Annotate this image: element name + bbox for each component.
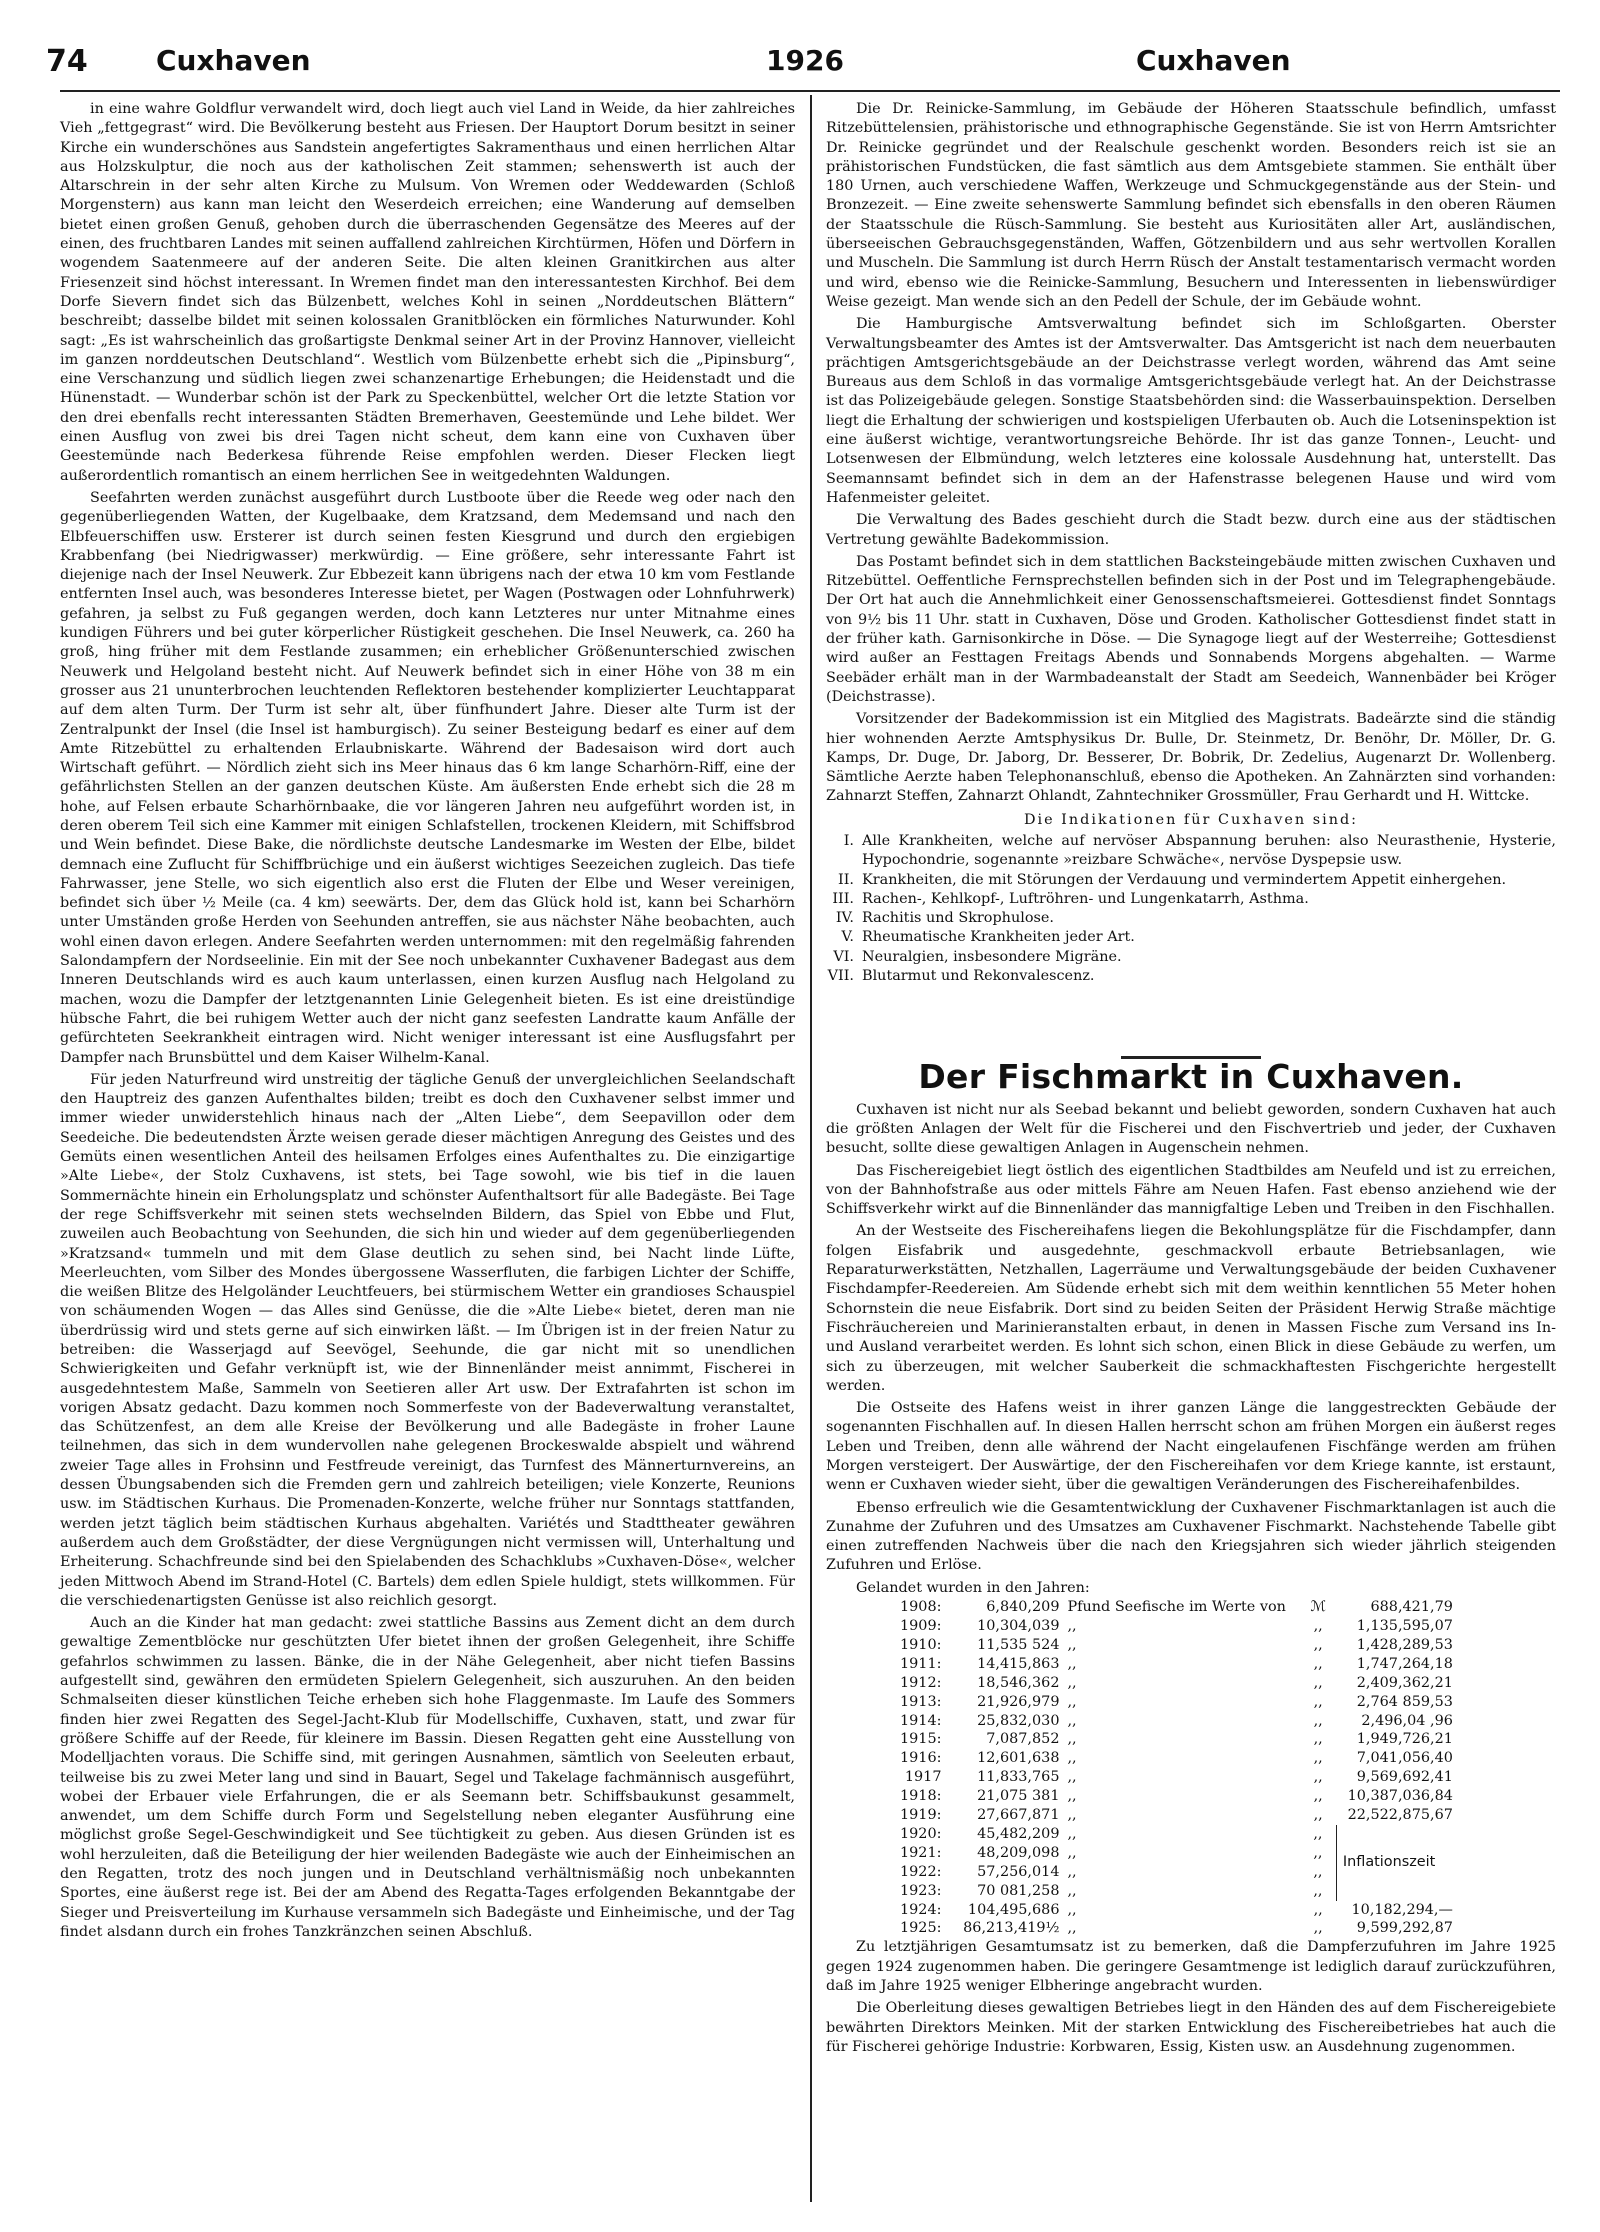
- quantity-cell: 104,495,686: [967, 1901, 1060, 1918]
- unit-cell: ,,: [1067, 1825, 1077, 1842]
- right-column: [826, 100, 1556, 2057]
- unit-cell: ,,: [1067, 1863, 1077, 1880]
- value-cell: 688,421,79: [1370, 1599, 1453, 1616]
- quantity-cell: 18,546,362: [977, 1674, 1060, 1691]
- value-cell: 9,599,292,87: [1356, 1920, 1453, 1937]
- year-cell: 1915:: [900, 1731, 942, 1748]
- year-cell: 1918:: [900, 1788, 942, 1805]
- currency-cell: ,,: [1313, 1844, 1323, 1861]
- column-divider: [810, 95, 812, 2202]
- quantity-cell: 45,482,209: [977, 1825, 1060, 1842]
- list-item: [826, 832, 1556, 871]
- quantity-cell: 12,601,638: [977, 1750, 1060, 1767]
- unit-cell: Pfund Seefische im Werte von: [1067, 1599, 1286, 1616]
- quantity-cell: 27,667,871: [977, 1807, 1060, 1824]
- unit-cell: ,,: [1067, 1901, 1077, 1918]
- table-row: [896, 1768, 1457, 1787]
- quantity-cell: 70 081,258: [977, 1882, 1060, 1899]
- value-cell: 2,409,362,21: [1356, 1674, 1453, 1691]
- item-text: Rachitis und Skrophulose.: [862, 910, 1054, 927]
- paragraph: Auch an die Kinder hat man gedacht: zwei stattliche Bassins aus Zement dicht an dem durch gewaltige Zementblöcke nur geschützten Ufer bietet ihnen der großen Gelegenheit, ihre Schiffe gefahrlos schwimmen zu lassen. Bänke, die in der Nähe Gelegenheit, aber nicht tiefen Bassins aufgestellt sind, gewähren den ermüdeten Spielern Gelegenheit, sich auszuruhen. An den beiden Schmalseiten dieser künstlichen Teiche erheben sich hohe Flaggenmaste. Im Laufe des Sommers finden hier zwei Regatten des Segel-Jacht-Klub für Modellschiffe, Cuxhaven, statt, und zwar für größere Schiffe auf der Reede, für kleinere im Bassin. Diesen Regatten geht eine Ausstellung von Modelljachten voraus. Die Schiffe sind, mit geringen Ausnahmen, sämtlich von Seeleuten erbaut, teilweise bis zu zwei Meter lang und sind in Bauart, Segel und Takelage fachmännisch ausgeführt, wobei der Erbauer viele Erfahrungen, die er als Seemann betr. Schiffsbaukunst gesammelt, anwendet, um dem Schiffe durch Form und Segelstellung neben eleganter Ausführung eine möglichst große Segel-Geschwindigkeit und See tüchtigkeit zu geben. Aus diesen Gründen ist es wohl herzuleiten, daß die Beteiligung der hier weilenden Badegäste wie auch der Einheimischen an den Regatten, trotz des noch jungen und in Deutschland verhältnismäßig noch unbekannten Sportes, eine äußerst rege ist. Bei der am Abend des Regatta-Tages erfolgenden Bekanntgabe der Sieger und Preisverteilung im Kurhause versammeln sich Badegäste und Einheimische, und der Tag findet alsdann durch ein frohes Tanzkränzchen seinen Abschluß.: [60, 1615, 795, 1940]
- paragraph: Die Dr. Reinicke-Sammlung, im Gebäude der Höheren Staatsschule befindlich, umfasst Ritzebüttelensien, prähistorische und ethnographische Gegenstände. Sie ist von Herrn Amtsrichter Dr. Reinicke gegründet und der Realschule geschenkt worden. Besonders reich ist sie an prähistorischen Fundstücken, die fast sämtlich aus dem Amtsgebiete stammen. Sie enthält über 180 Urnen, auch verschiedene Waffen, Werkzeuge und Schmuckgegenstände aus der Stein- und Bronzezeit. — Eine zweite sehenswerte Sammlung befindet sich ebensfalls in den oberen Räumen der Staatsschule die Rüsch-Sammlung. Sie besteht aus Kuriositäten aller Art, ausländischen, überseeischen Gebrauchsgegenständen, Waffen, Götzenbildern und aus sehr wertvollen Korallen und Muscheln. Die Sammlung ist durch Herrn Rüsch der Anstalt testamentarisch vermacht worden und wird, ebenso wie die Reinicke-Sammlung, Besuchern und Interessenten in liebenswürdiger Weise gezeigt. Man wende sich an den Pedell der Schule, der im Gebäude wohnt.: [826, 101, 1556, 310]
- indications-title: Die Indikationen für Cuxhaven sind:: [1023, 811, 1359, 828]
- unit-cell: ,,: [1067, 1844, 1077, 1861]
- item-number: VI.: [833, 948, 854, 965]
- unit-cell: ,,: [1067, 1636, 1077, 1653]
- paragraph: An der Westseite des Fischereihafens liegen die Bekohlungsplätze für die Fischdampfer, dann folgen Eisfabrik und ausgedehnte, geschmackvoll erbaute Betriebsanlagen, wie Reparaturwerkstätten, Netzhallen, Lagerräume und Verwaltungsgebäude der beiden Cuxhavener Fischdampfer-Reedereien. Am Südende erhebt sich mit dem weithin kenntlichen 55 Meter hohen Schornstein die neue Eisfabrik. Dort sind zu beiden Seiten der Präsident Herwig Straße mächtige Fischräuchereien und Marinieranstalten erbaut, in denen in Massen Fische zum Versand ins In- und Ausland verarbeitet werden. Es lohnt sich schon, einen Blick in diese Gebäude zu werfen, um sich zu überzeugen, mit welcher Sauberkeit die schmackhaftesten Fischgerichte hergestellt werden.: [826, 1223, 1556, 1394]
- landings-table: [896, 1598, 1457, 1938]
- year-cell: 1911:: [900, 1655, 942, 1672]
- paragraph: Zu letztjährigen Gesamtumsatz ist zu bemerken, daß die Dampferzufuhren im Jahre 1925 gegen 1924 zugenommen haben. Die geringere Gesamtmenge ist lediglich darauf zurückzuführen, daß im Jahre 1925 weniger Elbheringe angebracht wurden.: [826, 1939, 1556, 1994]
- currency-cell: ,,: [1313, 1731, 1323, 1748]
- currency-cell: ℳ: [1310, 1599, 1326, 1616]
- item-number: VII.: [827, 968, 854, 985]
- paragraph: Das Postamt befindet sich in dem stattlichen Backsteingebäude mitten zwischen Cuxhaven und Ritzebüttel. Oeffentliche Fernsprechstellen befinden sich in der Post und im Telegraphengebäude. Der Ort hat auch die Annehmlichkeit einer Genossenschaftsmeierei. Gottesdienst findet Sonntags von 9½ bis 11 Uhr. statt in Cuxhaven, Döse und Groden. Katholischer Gottesdienst findet statt in der früher kath. Garnisonkirche in Döse. — Die Synagoge liegt auf der Westerreihe; Gottesdienst wird außer an Festtagen Freitags Abends und Sonnabends Morgens abgehalten. — Warme Seebäder erhält man in der Warmbadeanstalt der Stadt am Seedeich, Wannenbäder bei Kröger (Deichstrasse).: [826, 553, 1556, 705]
- year-cell: 1913:: [900, 1693, 942, 1710]
- item-text: Rachen-, Kehlkopf-, Luftröhren- und Lungenkatarrh, Asthma.: [862, 890, 1309, 907]
- item-text: Krankheiten, die mit Störungen der Verdauung und vermindertem Appetit einhergehen.: [862, 871, 1507, 888]
- unit-cell: ,,: [1067, 1655, 1077, 1672]
- value-cell: 9,569,692,41: [1356, 1769, 1453, 1786]
- currency-cell: ,,: [1313, 1769, 1323, 1786]
- value-cell: 22,522,875,67: [1347, 1807, 1453, 1824]
- quantity-cell: 7,087,852: [986, 1731, 1060, 1748]
- unit-cell: ,,: [1067, 1769, 1077, 1786]
- value-cell: 10,387,036,84: [1347, 1788, 1453, 1805]
- table-row: [896, 1655, 1457, 1674]
- quantity-cell: 6,840,209: [986, 1599, 1060, 1616]
- currency-cell: ,,: [1313, 1863, 1323, 1880]
- paragraph: in eine wahre Goldflur verwandelt wird, doch liegt auch viel Land in Weide, da hier zahlreiches Vieh „fettgegrast“ wird. Die Bevölkerung besteht aus Friesen. Der Hauptort Dorum besitzt in seiner Kirche ein wunderschönes aus Sandstein angefertigtes Sakramenthaus und einen herrlichen Altar aus Holzskulptur, die noch aus der katholischen Zeit stammen; sehenswerth ist auch der Altarschrein in der sehr alten Kirche zu Mulsum. Von Wremen oder Weddewarden (Schloß Morgenstern) aus kann man leicht den Weserdeich erreichen; eine Wanderung auf demselben bietet einen großen Genuß, gehoben durch die überraschenden Gegensätze des Meeres auf der einen, des fruchtbaren Landes mit seinen auffallend zahlreichen Kirchtürmen, Höfen und Dörfern in wogendem Saatenmeere auf der anderen Seite. Die alten kleinen Granitkirchen aus alter Friesenzeit sind höchst interessant. In Wremen findet man den interessantesten Kirchhof. Bei dem Dorfe Sievern findet sich das Bülzenbett, welches Kohl in seinen „Norddeutschen Blättern“ beschreibt; dasselbe bildet mit seinen kolossalen Granitblöcken ein förmliches Naturwunder. Kohl sagt: „Es ist wahrscheinlich das großartigste Denkmal seiner Art in der Provinz Hannover, vielleicht im ganzen norddeutschen Deutschland“. Westlich vom Bülzenbette erhebt sich die „Pipinsburg“, eine Verschanzung und südlich liegen zwei schanzenartige Erhebungen; die Heidenstadt und die Hünenstadt. — Wunderbar schön ist der Park zu Speckenbüttel, welcher Ort die letzte Station vor den drei ebenfalls recht interessanten Städten Bremerhaven, Geestemünde und Lehe bildet. Wer einen Ausflug von zwei bis drei Tagen nicht scheut, dem kann eine von Cuxhaven über Geestemünde nach Bederkesa führende Reise empfohlen werden. Dieser Flecken liegt außerordentlich romantisch an einem herrlichen See in weitgedehnten Waldungen.: [60, 101, 795, 484]
- table-intro: Gelandet wurden in den Jahren:: [856, 1579, 1090, 1596]
- item-text: Neuralgien, insbesondere Migräne.: [862, 948, 1122, 965]
- item-text: Blutarmut und Rekonvalescenz.: [862, 968, 1095, 985]
- table-row: [896, 1901, 1457, 1920]
- table-row: [896, 1674, 1457, 1693]
- header-rule: [60, 90, 1560, 92]
- header-left-title: Cuxhaven: [156, 44, 311, 77]
- quantity-cell: 11,535 524: [977, 1636, 1060, 1653]
- value-cell: 1,428,289,53: [1356, 1636, 1453, 1653]
- item-number: V.: [841, 929, 854, 946]
- currency-cell: ,,: [1313, 1750, 1323, 1767]
- currency-cell: ,,: [1313, 1655, 1323, 1672]
- quantity-cell: 21,926,979: [977, 1693, 1060, 1710]
- item-number: I.: [843, 832, 854, 849]
- unit-cell: ,,: [1067, 1693, 1077, 1710]
- currency-cell: ,,: [1313, 1674, 1323, 1691]
- value-cell: 1,747,264,18: [1356, 1655, 1453, 1672]
- value-cell: 10,182,294,—: [1351, 1901, 1453, 1918]
- currency-cell: ,,: [1313, 1901, 1323, 1918]
- currency-cell: ,,: [1313, 1825, 1323, 1842]
- year-cell: 1917: [904, 1769, 942, 1786]
- paragraph: Cuxhaven ist nicht nur als Seebad bekannt und beliebt geworden, sondern Cuxhaven hat auch die größten Anlagen der Welt für die Fischerei und den Fischvertrieb und jeder, der Cuxhaven besucht, sollte diese gewaltigen Anlagen in Augenschein nehmen.: [826, 1101, 1556, 1157]
- value-cell: 2,496,04 ,96: [1361, 1712, 1453, 1729]
- year-cell: 1921:: [900, 1844, 942, 1861]
- list-item: [826, 928, 1556, 947]
- paragraph: Die Verwaltung des Bades geschieht durch die Stadt bezw. durch eine aus der städtischen Vertretung gewählte Badekommission.: [826, 512, 1556, 548]
- unit-cell: ,,: [1067, 1788, 1077, 1805]
- paragraph: Seefahrten werden zunächst ausgeführt durch Lustboote über die Reede weg oder nach den gegenüberliegenden Watten, der Kugelbaake, dem Kratzsand, dem Medemsand und nach den Elbfeuerschiffen usw. Ersterer ist durch seinen festen Kiesgrund und durch den ergiebigen Krabbenfang (bei Niedrigwasser) merkwürdig. — Eine größere, sehr interessante Fahrt ist diejenige nach der Insel Neuwerk. Zur Ebbezeit kann übrigens nach der etwa 10 km vom Festlande entfernten Insel auch, was besonderes Interesse bietet, per Wagen (Postwagen oder Lohnfuhrwerk) gefahren, ja selbst zu Fuß gegangen werden, doch kann Letzteres nur unter Mitnahme eines kundigen Führers und bei guter körperlicher Rüstigkeit geschehen. Die Insel Neuwerk, ca. 260 ha groß, hing früher mit dem Festlande zusammen; ein erheblicher Größenunterschied zwischen Neuwerk und Helgoland besteht nicht. Auf Neuwerk befindet sich in einer Höhe von 38 m ein grosser aus 21 ununterbrochen leuchtenden Reflektoren bestehender komplizierter Leuchtapparat auf dem alten Turm. Der Turm ist sehr alt, über fünfhundert Jahre. Dieser alte Turm ist der Zentralpunkt der Insel (die Insel ist hamburgisch). Zu seiner Besteigung bedarf es einer auf dem Amte Ritzebüttel zu erhaltenden Erlaubniskarte. Während der Badesaison wird dort auch Wirtschaft geführt. — Nördlich zieht sich ins Meer hinaus das 6 km lange Scharhörn-Riff, eine der gefährlichsten Stellen an der ganzen deutschen Küste. Am äußersten Ende erhebt sich die 28 m hohe, auf Felsen erbaute Scharhörnbaake, die vor längeren Jahren neu aufgeführt worden ist, in deren oberem Teil sich eine Kammer mit einigen Schlafstellen, trockenen Kleidern, mit Schiffsbrod und Wein befindet. Diese Bake, die nördlichste deutsche Landesmarke im Westen der Elbe, bildet demnach eine Zuflucht für Schiffbrüchige und ein äußerst wichtiges Seezeichen zugleich. Das tiefe Fahrwasser, jene Stelle, wo sich eigentlich also erst die Fluten der Elbe und Weser vereinigen, befindet sich über ½ Meile (ca. 4 km) seewärts. Der, dem das Glück hold ist, kann bei Scharhörn unter Umständen große Herden von Seehunden antreffen, sie aus nächster Nähe beobachten, auch wohl einen davon erlegen. Andere Seefahrten werden unternommen: mit den regelmäßig fahrenden Salondampfern der Nordseelinie. Ein mit der See noch unbekannter Cuxhavener Badegast aus dem Inneren Deutschlands wird es auch kaum unterlassen, einen kurzen Ausflug nach Helgoland zu machen, wozu die Dampfer der letztgenannten Linie Gelegenheit bieten. Es ist eine dreistündige hübsche Fahrt, die bei ruhigem Wetter auch der nicht ganz seefesten Landratte kaum Anfälle der gefürchteten Seekrankheit eintragen wird. Nicht weniger interessant ist eine Ausflugsfahrt per Dampfer nach Brunsbüttel und dem Kaiser Wilhelm-Kanal.: [60, 489, 795, 1066]
- currency-cell: ,,: [1313, 1712, 1323, 1729]
- quantity-cell: 86,213,419½: [963, 1920, 1060, 1937]
- year-cell: 1916:: [900, 1750, 942, 1767]
- header-right-title: Cuxhaven: [1136, 44, 1291, 77]
- unit-cell: ,,: [1067, 1731, 1077, 1748]
- header-year: 1926: [766, 44, 844, 77]
- quantity-cell: 57,256,014: [977, 1863, 1060, 1880]
- unit-cell: ,,: [1067, 1617, 1077, 1634]
- table-row: [896, 1617, 1457, 1636]
- paragraph: Ebenso erfreulich wie die Gesamtentwicklung der Cuxhavener Fischmarktanlagen ist auch die Zunahme der Zufuhren und des Umsatzes am Cuxhavener Fischmarkt. Nachstehende Tabelle gibt einen zutreffenden Nachweis über die nach den Kriegsjahren sich wieder jährlich steigenden Zufuhren und Erlöse.: [826, 1499, 1556, 1574]
- currency-cell: ,,: [1313, 1807, 1323, 1824]
- quantity-cell: 14,415,863: [977, 1655, 1060, 1672]
- table-row: [896, 1806, 1457, 1825]
- quantity-cell: 25,832,030: [977, 1712, 1060, 1729]
- item-text: Alle Krankheiten, welche auf nervöser Abspannung beruhen: also Neurasthenie, Hysterie, Hypochondrie, sogenannte »reizbare Schwäche«, nervöse Dyspepsie usw.: [862, 832, 1556, 869]
- item-number: III.: [832, 890, 854, 907]
- quantity-cell: 11,833,765: [977, 1769, 1060, 1786]
- quantity-cell: 21,075 381: [977, 1788, 1060, 1805]
- unit-cell: ,,: [1067, 1750, 1077, 1767]
- item-number: IV.: [835, 910, 854, 927]
- unit-cell: ,,: [1067, 1807, 1077, 1824]
- paragraph: Die Ostseite des Hafens weist in ihrer ganzen Länge die langgestreckten Gebäude der sogenannten Fischhallen auf. In diesen Hallen herrscht schon am frühen Morgen ein äußerst reges Leben und Treiben, denn alle während der Nacht eingelaufenen Fischfänge werden am frühen Morgen versteigert. Der Auswärtige, der den Fischereihafen vor dem Kriege kannte, ist erstaunt, wenn er Cuxhaven wieder sieht, über die gewaltigen Veränderungen des Fischereihafenbildes.: [826, 1400, 1556, 1494]
- currency-cell: ,,: [1313, 1617, 1323, 1634]
- list-item: [826, 890, 1556, 909]
- table-row: [896, 1919, 1457, 1938]
- value-cell: 1,135,595,07: [1356, 1617, 1453, 1634]
- paragraph: Das Fischereigebiet liegt östlich des eigentlichen Stadtbildes am Neufeld und ist zu erreichen, von der Bahnhofstraße aus oder mittels Fähre am Neuen Hafen. Fast ebenso anziehend wie der Schiffsverkehr wirkt auf die Binnenländer das mannigfaltige Leben und Treiben in den Fischhallen.: [826, 1162, 1556, 1218]
- year-cell: 1920:: [900, 1825, 942, 1842]
- list-item: [826, 948, 1556, 967]
- value-cell: 2,764 859,53: [1356, 1693, 1453, 1710]
- currency-cell: ,,: [1313, 1693, 1323, 1710]
- paragraph: Für jeden Naturfreund wird unstreitig der tägliche Genuß der unvergleichlichen Seelandschaft den Hauptreiz des ganzen Aufenthaltes bilden; treibt es doch den Cuxhavener selbst immer und immer wieder unwiderstehlich hinaus nach der „Alten Liebe“, dem Seepavillon oder dem Seedeiche. Die bedeutendsten Ärzte weisen gerade dieser mächtigen Anregung des Geistes und des Gemüts einen wesentlichen Anteil des heilsamen Erfolges eines Aufenthaltes zu. Die einzigartige »Alte Liebe«, der Stolz Cuxhavens, ist stets, bei Tage sowohl, wie bis tief in die lauen Sommernächte hinein ein Erholungsplatz und schönster Aufenthaltsort für alle Badegäste. Bei Tage der rege Schiffsverkehr mit seinen stets wechselnden Bildern, das Spiel von Ebbe und Flut, zuweilen auch Beobachtung von Seehunden, die sich hin und wieder auf dem gegenüberliegenden »Kratzsand« tummeln und mit dem Glase deutlich zu sehen sind, bei Nacht linde Lüfte, Meerleuchten, vom Silber des Mondes übergossene Wasserfluten, die farbigen Lichter der Schiffe, die weißen Blitze des Helgoländer Leuchtfeuers, bei stürmischem Wetter ein grandioses Schauspiel von schäumenden Wogen — das Alles sind Genüsse, die die »Alte Liebe« bietet, deren man nie überdrüssig wird und stets gerne auf sich einwirken läßt. — Im Übrigen ist in der freien Natur zu betreiben: die Wasserjagd auf Seevögel, Seehunde, die gar nicht mit so unendlichen Schwierigkeiten und Gefahr verknüpft ist, wie der Binnenländer meist annimmt, Fischerei in ausgedehntestem Maße, Sammeln von Seetieren aller Art usw. Der Extrafahrten ist schon im vorigen Absatz gedacht. Dazu kommen noch Sommerfeste von der Badeverwaltung veranstaltet, das Schützenfest, an dem alle Kreise der Bevölkerung und alle Badegäste in froher Laune teilnehmen, das sich in dem wundervollen nahe gelegenen Brockeswalde abspielt und während zweier Tage alles in Frohsinn und Festfreude vereinigt, das Turnfest des Männerturnvereins, an dessen Übungsabenden sich die Fremden gern und zahlreich beteiligen; viele Konzerte, Reunions usw. im Städtischen Kurhaus. Die Promenaden-Konzerte, welche früher nur Sonntags stattfanden, werden jetzt täglich beim städtischen Kurhaus abgehalten. Variétés und Stadttheater gewähren außerdem auch dem Großstädter, der diese Vergnügungen nicht vermissen will, Unterhaltung und Erheiterung. Schachfreunde sind bei den Spielabenden des Schachklubs »Cuxhaven-Döse«, welcher jeden Mittwoch Abend im Strand-Hotel (C. Bartels) dem edlen Spiele huldigt, stets willkommen. Für die verschiedenartigsten Genüsse ist also reichlich gesorgt.: [60, 1071, 795, 1609]
- table-row: [896, 1749, 1457, 1768]
- list-item: [826, 967, 1556, 986]
- quantity-cell: 10,304,039: [977, 1617, 1060, 1634]
- table-row: [896, 1693, 1457, 1712]
- currency-cell: ,,: [1313, 1788, 1323, 1805]
- paragraph: Die Hamburgische Amtsverwaltung befindet sich im Schloßgarten. Oberster Verwaltungsbeamter des Amtes ist der Amtsverwalter. Das Amtsgericht ist nach dem neuerbauten prächtigen Amtsgerichtsgebäude an der Deichstrasse verlegt worden, während das Amt seine Bureaus aus dem Schloß in das vormalige Amtsgerichtsgebäude verlegt hat. An der Deichstrasse ist das Polizeigebäude gelegen. Sonstige Staatsbehörden sind: die Wasserbauinspektion. Derselben liegt die Erhaltung der schwierigen und kostspieligen Uferbauten ob. Auch die Lotseninspektion ist eine äußerst wichtige, verantwortungsreiche Behörde. Ihr ist das ganze Tonnen-, Leucht- und Lotsenwesen der Elbmündung, welch letzteres eine kolossale Ausdehnung hat, unterstellt. Das Seemannsamt befindet sich in dem an der Hafenstrasse belegenen Hause und wird vom Hafenmeister geleitet.: [826, 316, 1556, 506]
- year-cell: 1908:: [900, 1599, 942, 1616]
- item-text: Rheumatische Krankheiten jeder Art.: [862, 929, 1135, 946]
- table-row: [896, 1825, 1457, 1844]
- year-cell: 1914:: [900, 1712, 942, 1729]
- unit-cell: ,,: [1067, 1712, 1077, 1729]
- left-column: [60, 100, 795, 1942]
- value-cell: 1,949,726,21: [1356, 1731, 1453, 1748]
- table-row: [896, 1730, 1457, 1749]
- unit-cell: ,,: [1067, 1674, 1077, 1691]
- year-cell: 1919:: [900, 1807, 942, 1824]
- list-item: [826, 909, 1556, 928]
- year-cell: 1922:: [900, 1863, 942, 1880]
- year-cell: 1925:: [900, 1920, 942, 1937]
- table-row: [896, 1712, 1457, 1731]
- list-item: [826, 871, 1556, 890]
- quantity-cell: 48,209,098: [977, 1844, 1060, 1861]
- paragraph: Vorsitzender der Badekommission ist ein Mitglied des Magistrats. Badeärzte sind die ständig hier wohnenden Aerzte Amtsphysikus Dr. Bulle, Dr. Steinmetz, Dr. Benöhr, Dr. Möller, Dr. G. Kamps, Dr. Duge, Dr. Jaborg, Dr. Besserer, Dr. Bobrik, Dr. Zedelius, Augenarzt Dr. Wollenberg. Sämtliche Aerzte haben Telephonanschluß, ebenso die Apotheken. An Zahnärzten sind vorhanden: Zahnarzt Steffen, Zahnarzt Ohlandt, Zahntechniker Grossmüller, Frau Gerhardt und H. Wittcke.: [826, 711, 1556, 805]
- table-row: [896, 1598, 1457, 1617]
- section-title: Der Fischmarkt in Cuxhaven.: [918, 1057, 1464, 1097]
- table-row: [896, 1636, 1457, 1655]
- currency-cell: ,,: [1313, 1636, 1323, 1653]
- paragraph: Die Oberleitung dieses gewaltigen Betriebes liegt in den Händen des auf dem Fischereigebiete bewährten Direktors Meinken. Mit der starken Entwicklung des Fischereibetriebes hat auch die für Fischerei gehörige Industrie: Korbwaren, Essig, Kisten usw. an Ausdehnung zugenommen.: [826, 2000, 1556, 2055]
- table-row: [896, 1787, 1457, 1806]
- item-number: II.: [838, 871, 854, 888]
- year-cell: 1924:: [900, 1901, 942, 1918]
- currency-cell: ,,: [1313, 1882, 1323, 1899]
- year-cell: 1912:: [900, 1674, 942, 1691]
- year-cell: 1909:: [900, 1617, 942, 1634]
- page-number: 74: [46, 44, 88, 79]
- year-cell: 1923:: [900, 1882, 942, 1899]
- year-cell: 1910:: [900, 1636, 942, 1653]
- inflation-label: Inflationszeit: [1336, 1825, 1457, 1901]
- unit-cell: ,,: [1067, 1882, 1077, 1899]
- unit-cell: ,,: [1067, 1920, 1077, 1937]
- page-header: [46, 44, 1554, 84]
- value-cell: 7,041,056,40: [1356, 1750, 1453, 1767]
- indications-list: [826, 832, 1556, 986]
- currency-cell: ,,: [1313, 1920, 1323, 1937]
